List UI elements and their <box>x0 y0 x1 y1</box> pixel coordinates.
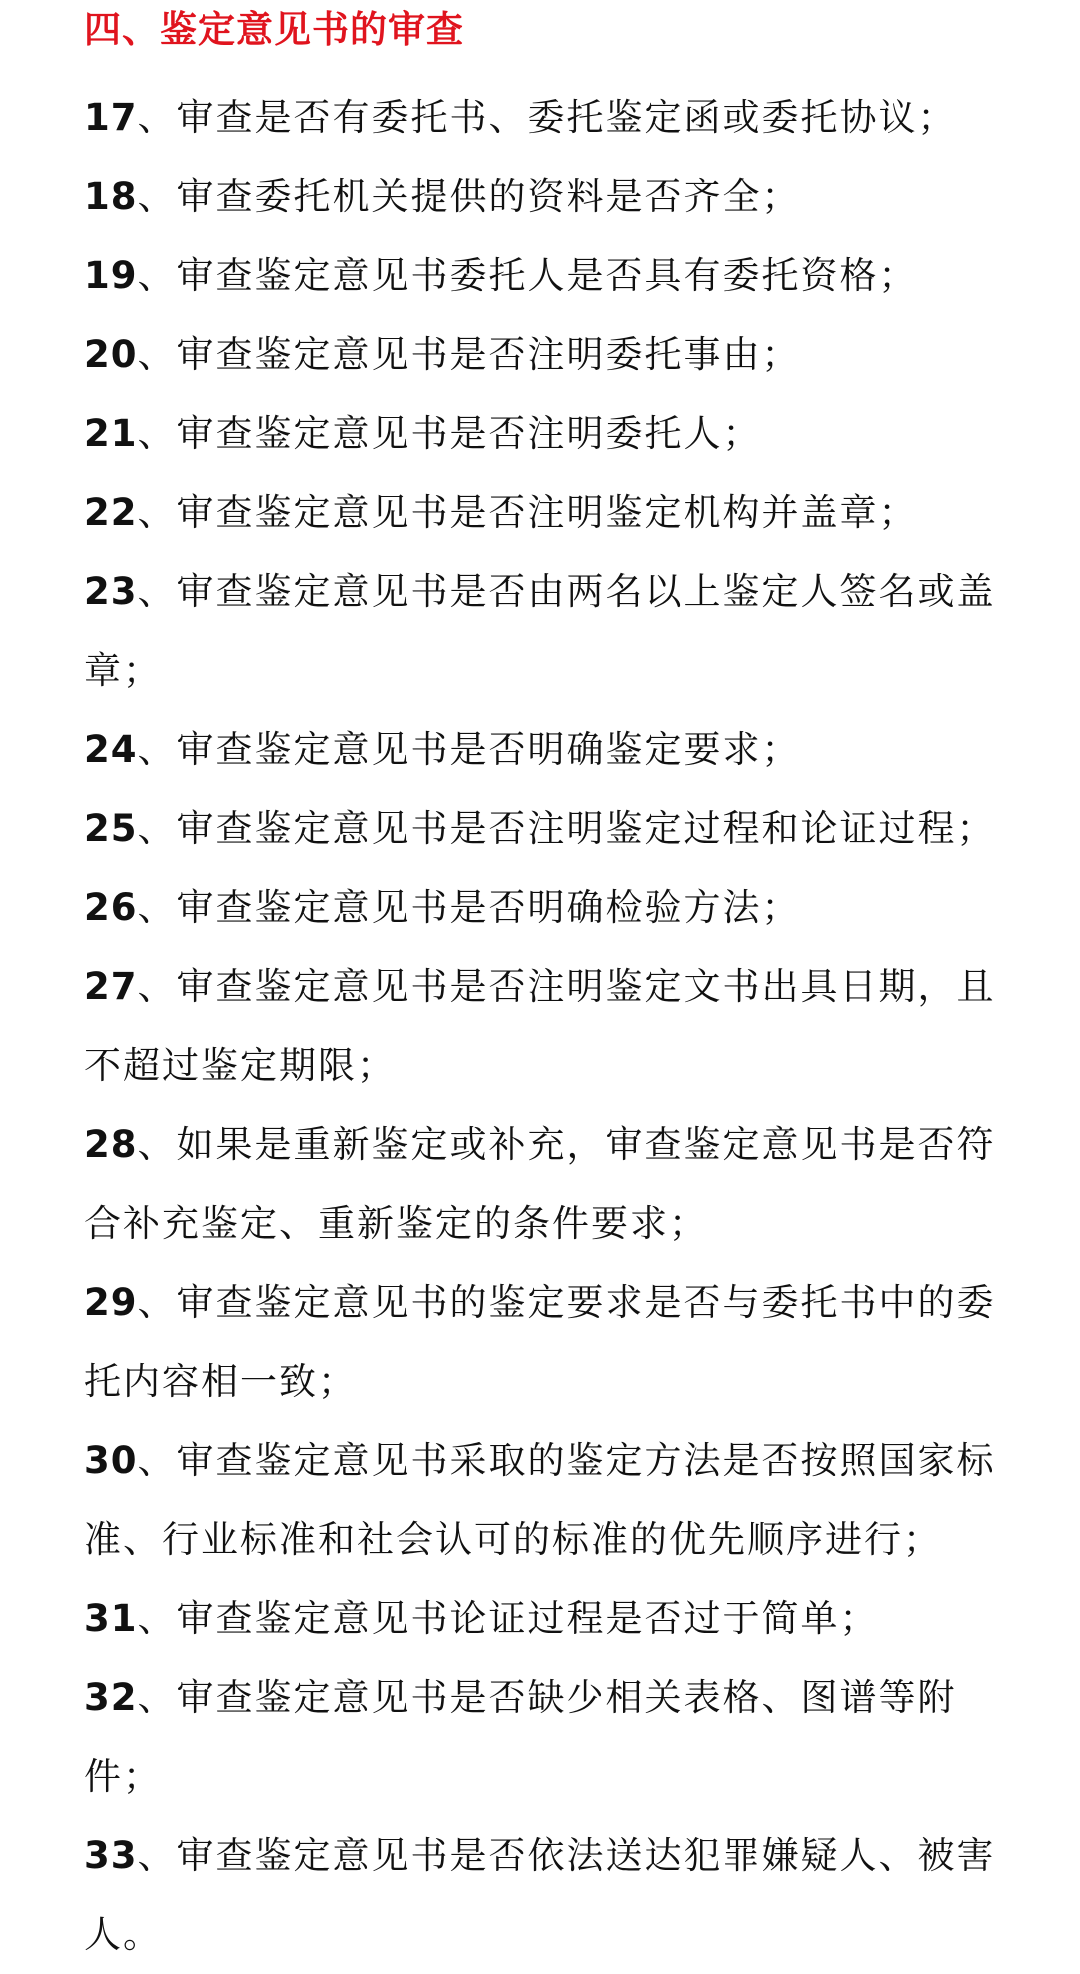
item-text: 、审查鉴定意见书是否注明鉴定文书出具日期，且不超过鉴定期限； <box>84 965 996 1087</box>
item-number: 20 <box>84 333 138 376</box>
list-item <box>84 552 1024 710</box>
list-item <box>84 1421 1024 1579</box>
document-page <box>84 0 1024 1974</box>
list-item <box>84 1105 1024 1263</box>
item-text: 、审查鉴定意见书是否注明委托事由； <box>137 333 801 376</box>
list-item <box>84 315 1024 394</box>
item-number: 32 <box>84 1676 138 1719</box>
item-text: 、审查鉴定意见书是否注明委托人； <box>137 412 762 455</box>
item-number: 22 <box>84 491 138 534</box>
item-number: 31 <box>84 1597 138 1640</box>
item-text: 、审查鉴定意见书是否注明鉴定机构并盖章； <box>137 491 918 534</box>
list-item <box>84 236 1024 315</box>
list-item <box>84 473 1024 552</box>
item-number: 25 <box>84 807 138 850</box>
list-item <box>84 947 1024 1105</box>
list-item <box>84 78 1024 157</box>
section-heading: 四、鉴定意见书的审查 <box>84 8 464 51</box>
list-item <box>84 394 1024 473</box>
list-item <box>84 1658 1024 1816</box>
item-number: 30 <box>84 1439 138 1482</box>
item-text: 、审查鉴定意见书论证过程是否过于简单； <box>137 1597 879 1640</box>
item-text: 、审查鉴定意见书是否注明鉴定过程和论证过程； <box>137 807 996 850</box>
item-text: 、审查鉴定意见书是否依法送达犯罪嫌疑人、被害人。 <box>84 1834 996 1956</box>
list-item <box>84 157 1024 236</box>
item-text: 、审查鉴定意见书的鉴定要求是否与委托书中的委托内容相一致； <box>84 1281 996 1403</box>
item-number: 21 <box>84 412 138 455</box>
item-text: 、审查鉴定意见书委托人是否具有委托资格； <box>137 254 918 297</box>
item-text: 、审查鉴定意见书是否明确鉴定要求； <box>137 728 801 771</box>
item-number: 33 <box>84 1834 138 1877</box>
list-item <box>84 868 1024 947</box>
item-number: 17 <box>84 96 138 139</box>
item-number: 18 <box>84 175 138 218</box>
item-number: 26 <box>84 886 138 929</box>
list-item <box>84 1263 1024 1421</box>
item-text: 、审查是否有委托书、委托鉴定函或委托协议； <box>137 96 957 139</box>
item-text: 、审查鉴定意见书是否由两名以上鉴定人签名或盖章； <box>84 570 996 692</box>
item-number: 27 <box>84 965 138 1008</box>
list-item <box>84 789 1024 868</box>
item-number: 24 <box>84 728 138 771</box>
item-text: 、如果是重新鉴定或补充，审查鉴定意见书是否符合补充鉴定、重新鉴定的条件要求； <box>84 1123 996 1245</box>
list-item <box>84 1579 1024 1658</box>
item-number: 23 <box>84 570 138 613</box>
item-text: 、审查鉴定意见书采取的鉴定方法是否按照国家标准、行业标准和社会认可的标准的优先顺序进行； <box>84 1439 996 1561</box>
review-item-list <box>84 78 1024 1974</box>
item-text: 、审查鉴定意见书是否缺少相关表格、图谱等附件； <box>84 1676 957 1798</box>
item-text: 、审查鉴定意见书是否明确检验方法； <box>137 886 801 929</box>
item-number: 29 <box>84 1281 138 1324</box>
list-item <box>84 710 1024 789</box>
item-text: 、审查委托机关提供的资料是否齐全； <box>137 175 801 218</box>
item-number: 19 <box>84 254 138 297</box>
list-item <box>84 1816 1024 1974</box>
item-number: 28 <box>84 1123 138 1166</box>
